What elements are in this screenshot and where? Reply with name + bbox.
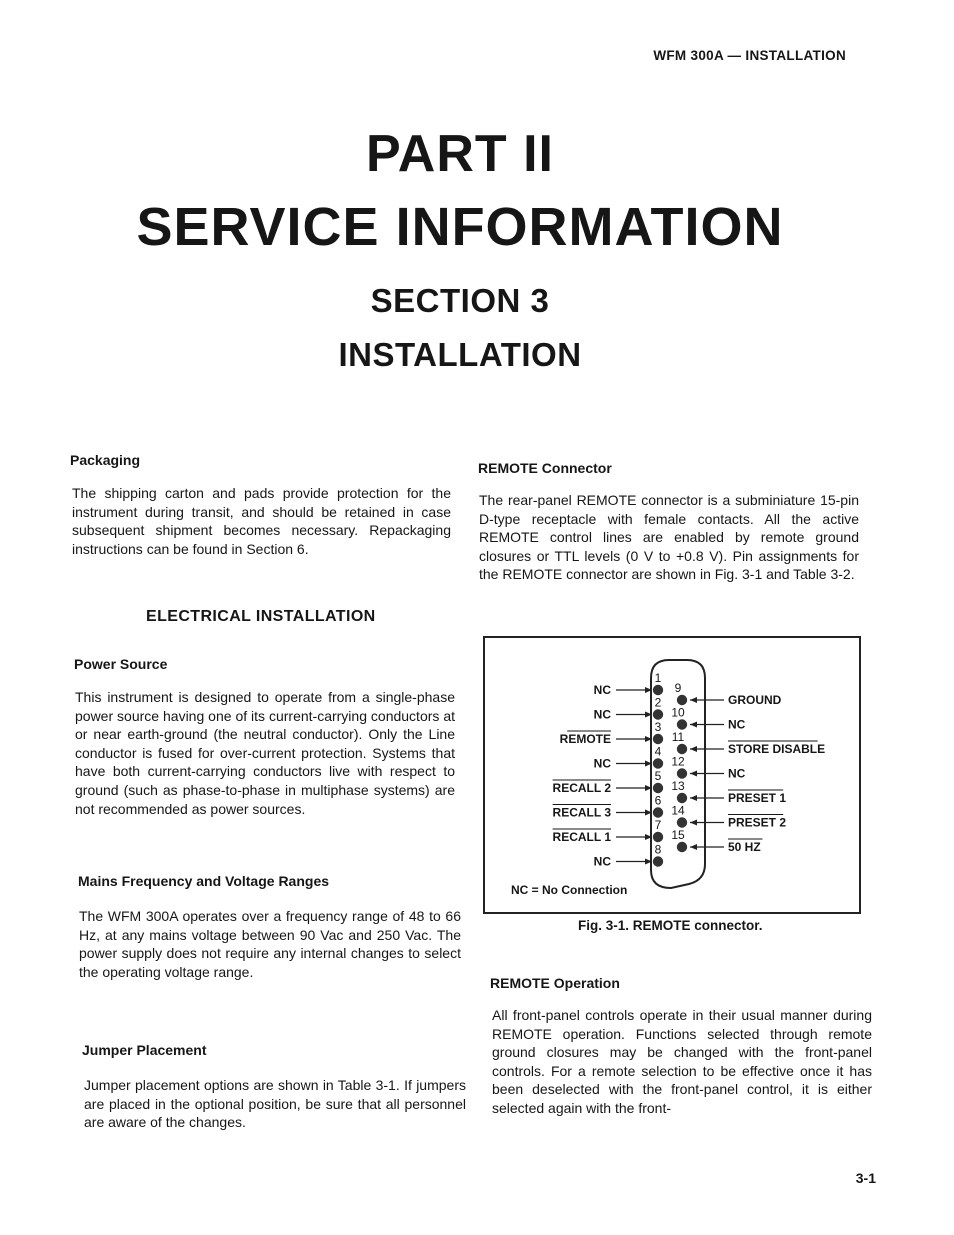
pin-number: 14 [671, 803, 685, 818]
pin-contact [677, 695, 687, 705]
right-pin-label: GROUND [728, 693, 782, 707]
mains-body: The WFM 300A operates over a frequency range of 48 to 66 Hz, at any mains voltage between 90 Vac and 250 Vac. The power supply does not require any internal changes to select the operating voltage range. [79, 908, 461, 980]
pin-number: 6 [654, 793, 662, 808]
remote-operation-heading: REMOTE Operation [490, 975, 620, 991]
pin-number: 13 [671, 779, 685, 793]
pin-contact [653, 783, 663, 793]
left-pin-label: NC [593, 854, 611, 869]
pin-number: 2 [654, 695, 662, 710]
left-pin-label: REMOTE [559, 732, 611, 746]
power-source-heading: Power Source [74, 656, 168, 672]
right-pin-label: NC [728, 717, 746, 732]
part-title: PART II [365, 125, 555, 183]
pin-number: 12 [671, 754, 685, 769]
pin-number: 5 [654, 769, 662, 783]
pin-number: 15 [671, 828, 685, 842]
pin-contact [653, 709, 663, 719]
right-pin-label: PRESET 2 [728, 815, 787, 830]
left-pin-label: NC [593, 707, 611, 722]
left-pin-label: NC [593, 683, 611, 697]
pin-number: 7 [654, 818, 662, 832]
running-header: WFM 300A — INSTALLATION [653, 48, 846, 63]
section-name: INSTALLATION [338, 336, 582, 373]
right-pin-label: 50 HZ [728, 840, 761, 854]
pin-contact [677, 817, 687, 827]
right-pin-label: STORE DISABLE [728, 742, 826, 756]
left-pin-label: RECALL 1 [552, 830, 611, 844]
pin-contact [653, 734, 663, 744]
page-number: 3-1 [855, 1170, 876, 1186]
remote-connector-body: The rear-panel REMOTE connector is a subminiature 15-pin D-type receptacle with female contacts. All the active REMOTE control lines are enabled by remote ground closures or TTL levels (0 V to +0.8 V). Pin assignments for the REMOTE connector are shown in Fig. 3-1 and Table 3-2. [479, 492, 859, 583]
jumper-body: Jumper placement options are shown in Table 3-1. If jumpers are placed in the optional position, be sure that all personnel are aware of the changes. [84, 1077, 466, 1131]
remote-operation-body: All front-panel controls operate in their usual manner during REMOTE operation. Functions selected through remote ground closures may be changed with the front-panel controls. For a remote selection to be effective once it has been deselected with the front-panel control, it is either selected again with the front- [492, 1007, 872, 1116]
pin-contact [677, 793, 687, 803]
remote-connector-heading: REMOTE Connector [478, 460, 612, 476]
pin-contact [653, 832, 663, 842]
pin-contact [653, 758, 663, 768]
part-name: SERVICE INFORMATION [136, 197, 784, 257]
left-pin-label: RECALL 2 [552, 781, 611, 795]
pin-contact [653, 856, 663, 866]
section-title: SECTION 3 [370, 282, 550, 319]
left-pin-label: RECALL 3 [552, 805, 611, 820]
pin-contact [653, 685, 663, 695]
packaging-heading: Packaging [70, 452, 141, 468]
figure-box [483, 636, 861, 914]
right-pin-label: PRESET 1 [728, 791, 787, 805]
electrical-installation-heading: ELECTRICAL INSTALLATION [146, 608, 376, 625]
power-source-body: This instrument is designed to operate from a single-phase power source having one of its current-carrying conductors at or near earth-ground (the neutral conductor). Only the Line conductor is fused for over-current protection. Systems that have both current-carrying conductors live with respect to ground (such as phase-to-phase in multiphase systems) are not recommended as power sources. [75, 689, 455, 817]
pin-number: 8 [654, 842, 662, 857]
pin-number: 10 [671, 705, 685, 720]
pin-number: 11 [671, 730, 685, 744]
pin-contact [653, 807, 663, 817]
remote-connector-diagram [485, 638, 859, 912]
packaging-body: The shipping carton and pads provide protection for the instrument during transit, and should be retained in case subsequent shipment becomes necessary. Repackaging instructions can be found in Section 6. [72, 485, 451, 557]
pin-contact [677, 744, 687, 754]
figure-legend: NC = No Connection [511, 883, 628, 897]
pin-contact [677, 768, 687, 778]
jumper-heading: Jumper Placement [82, 1042, 207, 1058]
right-pin-label: NC [728, 766, 746, 781]
figure-caption: Fig. 3-1. REMOTE connector. [578, 918, 763, 933]
left-pin-label: NC [593, 756, 611, 771]
pin-number: 9 [674, 681, 682, 695]
pin-number: 4 [654, 744, 662, 759]
pin-number: 3 [654, 720, 662, 734]
pin-contact [677, 842, 687, 852]
mains-heading: Mains Frequency and Voltage Ranges [78, 873, 330, 889]
pin-number: 1 [654, 671, 662, 685]
pin-contact [677, 719, 687, 729]
